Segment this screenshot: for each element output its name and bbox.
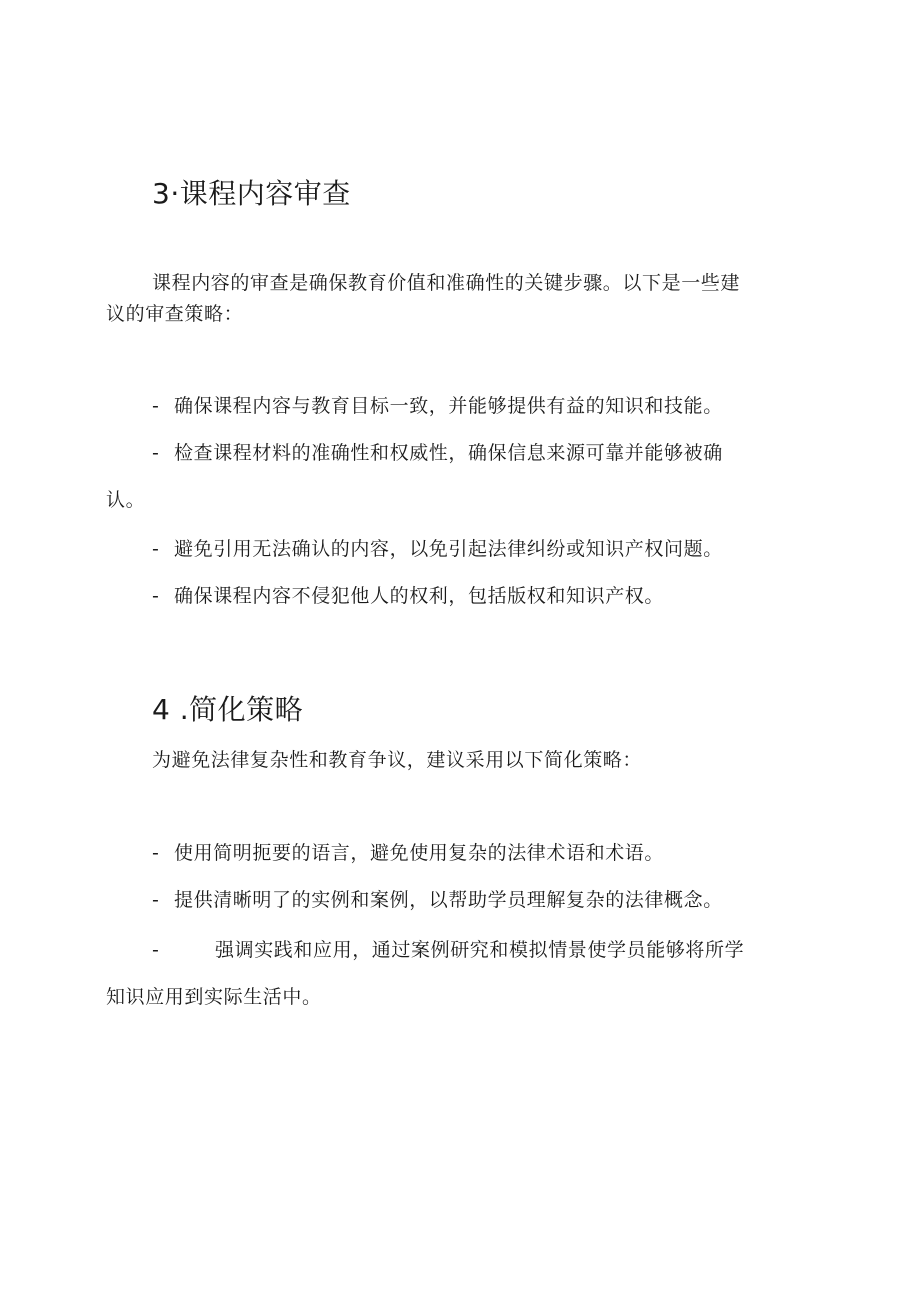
bullet-text: 检查课程材料的准确性和权威性，确保信息来源可靠并能够被确 [174, 442, 723, 464]
bullet-marker: - [152, 585, 160, 607]
section-4-heading: 4 .简化策略 [152, 693, 304, 726]
section-4-intro: 为避免法律复杂性和教育争议，建议采用以下简化策略： [152, 749, 643, 771]
bullet-text: 强调实践和应用，通过案例研究和模拟情景使学员能够将所学 [215, 939, 745, 961]
section-4-bullet-2 [152, 887, 723, 913]
bullet-text: 提供清晰明了的实例和案例，以帮助学员理解复杂的法律概念。 [174, 889, 723, 911]
bullet-text: 避免引用无法确认的内容，以免引起法律纠纷或知识产权问题。 [174, 538, 723, 560]
section-3-heading: 3·课程内容审查 [152, 177, 351, 210]
bullet-marker: - [152, 395, 160, 417]
bullet-marker: - [152, 889, 160, 911]
section-4-bullet-3-continuation: 知识应用到实际生活中。 [106, 986, 322, 1008]
section-3-bullet-2 [152, 440, 723, 466]
section-3-bullet-2-continuation: 认。 [106, 489, 146, 511]
section-3-intro-line-1: 课程内容的审查是确保教育价值和准确性的关键步骤。以下是一些建 [152, 272, 741, 294]
section-4-bullet-1 [152, 840, 664, 866]
bullet-marker: - [152, 538, 160, 560]
bullet-text: 使用简明扼要的语言，避免使用复杂的法律术语和术语。 [174, 842, 665, 864]
bullet-marker: - [152, 842, 160, 864]
section-3-bullet-1 [152, 393, 723, 419]
bullet-text: 确保课程内容与教育目标一致，并能够提供有益的知识和技能。 [174, 395, 723, 417]
section-3-bullet-3 [152, 536, 723, 562]
section-3-bullet-4 [152, 583, 664, 609]
section-3-intro-line-2: 议的审查策略： [106, 303, 244, 325]
section-4-bullet-3 [152, 937, 744, 963]
bullet-marker: - [152, 939, 160, 961]
bullet-marker: - [152, 442, 160, 464]
bullet-text: 确保课程内容不侵犯他人的权利，包括版权和知识产权。 [174, 585, 665, 607]
